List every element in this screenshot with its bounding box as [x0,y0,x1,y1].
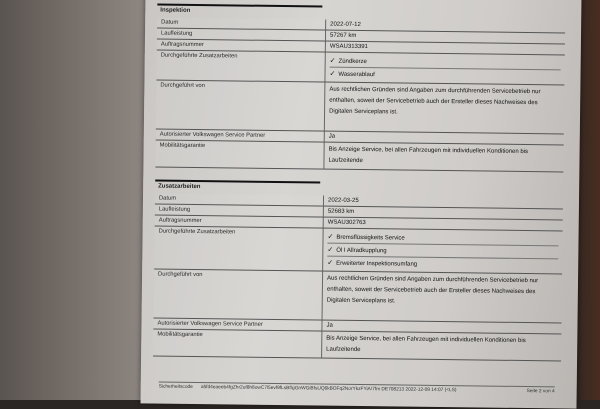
value-partner: Ja [328,133,336,140]
label-partner: Autorisierter Volkswagen Service Partner [156,129,325,141]
checked-item-label: Öl I Allradkupplung [336,247,387,255]
check-icon: ✓ [327,259,334,267]
footer-code: a5fd4eaeeb4fgZhr2uf8h8owC7l5evf9fLsBf/gGnWGiBfsUQ6kBOFq2NorYkzFYiA/7fm [200,385,381,393]
label-auftragsnummer: Auftragsnummer [157,39,326,51]
value-laufleistung: 52683 km [327,208,355,215]
label-datum: Datum [157,17,326,29]
row-durchgefuehrt [156,80,565,134]
checked-item [329,68,560,83]
row-zusatzarbeiten [154,226,562,274]
label-partner: Autorisierter Volkswagen Service Partner [153,318,322,330]
value-zusatzarbeiten [323,229,562,274]
value-datum: 2022-03-25 [327,197,359,204]
value-auftragsnummer: WSAU302763 [327,219,366,227]
background-left [0,0,150,400]
label-garantie: Mobilitätsgarantie [153,329,322,357]
checked-item-label: Zündkerze [338,58,367,66]
label-auftragsnummer: Auftragsnummer [155,215,324,227]
checked-item-label: Bremsflüssigkeits Service [336,234,405,242]
value-laufleistung: 57267 km [329,32,357,39]
value-partner: Ja [326,322,333,329]
section-title: Inspektion [157,3,565,22]
check-icon: ✓ [327,246,334,254]
value-auftragsnummer: WSAU313391 [329,43,368,51]
footer-stamp: DE708213 2022-12-09 14:07 (<LS) [381,387,457,394]
row-zusatzarbeiten [156,50,564,85]
page-footer [159,382,555,395]
checked-item-label: Erweiterter Inspektionsumfang [336,260,418,268]
row-durchgefuehrt [154,269,563,323]
section-inspektion [155,3,565,172]
section-title: Zusatzarbeiten [155,179,563,198]
row-garantie [155,140,563,172]
label-laufleistung: Laufleistung [157,28,326,40]
checked-item-label: Wasserablauf [338,71,375,79]
value-durchgefuehrt: Aus rechtlichen Gründen sind Angaben zum durchführenden Servicebetrieb nur enthalten, soweit der Servicebetrieb auch der Ersteller dieses Nachweises des Digitalen Serviceplans ist. [329,86,541,116]
row-garantie [153,329,561,361]
check-icon: ✓ [329,57,336,65]
label-datum: Datum [155,193,324,205]
check-icon: ✓ [329,70,336,78]
check-icon: ✓ [327,233,334,241]
value-zusatzarbeiten [325,53,564,85]
label-durchgefuehrt: Durchgeführt von [154,269,324,319]
label-garantie: Mobilitätsgarantie [155,140,324,168]
section-zusatzarbeiten [153,179,563,361]
page-number: Seite 2 von 4 [526,389,555,395]
label-zusatzarbeiten: Durchgeführte Zusatzarbeiten [156,50,325,81]
footer-label: Sicherheitscode [158,384,193,390]
value-garantie: Bis Anzeige Service, bei allen Fahrzeugen mit individuellen Konditionen bis Laufzeitende [328,146,529,165]
document-page [140,0,581,409]
value-garantie: Bis Anzeige Service, bei allen Fahrzeugen mit individuellen Konditionen bis Laufzeitende [326,335,526,354]
value-datum: 2022-07-12 [330,21,361,28]
label-durchgefuehrt: Durchgeführt von [156,80,326,130]
footer-security-code [193,385,527,394]
value-durchgefuehrt: Aus rechtlichen Gründen sind Angaben zum durchführenden Servicebetrieb nur enthalten, soweit der Servicebetrieb auch der Ersteller dieses Nachweises des Digitalen Serviceplans ist. [326,275,539,305]
checked-item [327,257,558,272]
label-laufleistung: Laufleistung [155,204,324,216]
label-zusatzarbeiten: Durchgeführte Zusatzarbeiten [154,226,324,270]
